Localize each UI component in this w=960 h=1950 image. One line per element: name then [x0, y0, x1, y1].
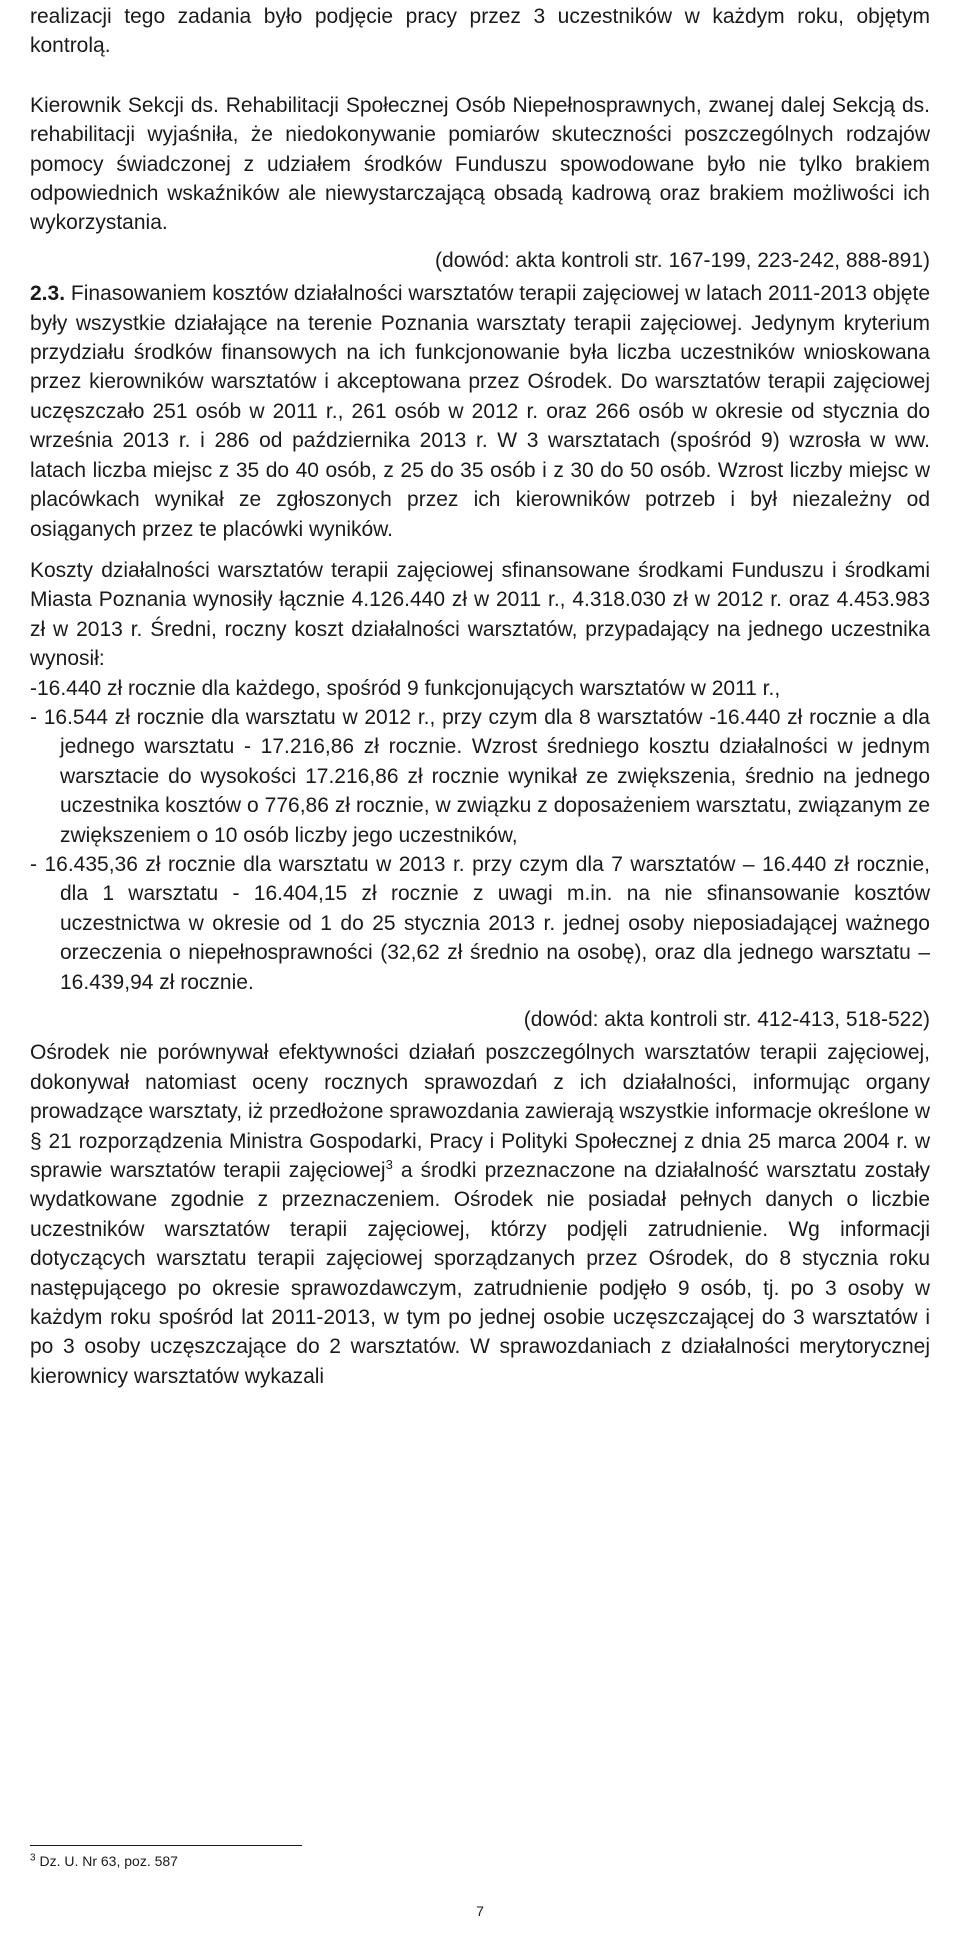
- page-number: 7: [476, 1903, 484, 1919]
- footnote-reference: 3: [385, 1157, 393, 1173]
- evidence-reference-2: (dowód: akta kontroli str. 412-413, 518-522): [523, 1008, 930, 1031]
- footnote-number: 3: [30, 1852, 36, 1864]
- list-item-2012: - 16.544 zł rocznie dla warsztatu w 2012 r., przy czym dla 8 warsztatów -16.440 zł rocznie a dla jednego warsztatu - 17.216,86 zł rocznie. Wzrost średniego kosztu działalności w jednym warsztacie do wysokości 17.216,86 zł rocznie wynikał ze zwiększenia, średnio na jednego uczestnika kosztów o 776,86 zł rocznie, w związku z doposażeniem warsztatu, związanym ze zwiększeniem o 10 osób liczby jego uczestników,: [30, 705, 930, 847]
- footnote-text: Dz. U. Nr 63, poz. 587: [35, 1853, 178, 1869]
- evidence-reference-1: (dowód: akta kontroli str. 167-199, 223-242, 888-891): [435, 248, 930, 272]
- section-number: 2.3.: [30, 282, 66, 306]
- paragraph-1: realizacji tego zadania było podjęcie pracy przez 3 uczestników w każdym roku, objętym kontrolą.: [30, 5, 930, 58]
- paragraph-2: Kierownik Sekcji ds. Rehabilitacji Społecznej Osób Niepełnosprawnych, zwanej dalej Sekcją ds. rehabilitacji wyjaśniła, że niedokonywanie pomiarów skuteczności poszczególnych rodzajów pomocy świadczonej z udziałem środków Funduszu spowodowane było nie tylko brakiem odpowiednich wskaźników ale niewystarczającą obsadą kadrową oraz brakiem możliwości ich wykorzystania.: [30, 93, 930, 235]
- list-item-2013: - 16.435,36 zł rocznie dla warsztatu w 2013 r. przy czym dla 7 warsztatów – 16.440 zł rocznie, dla 1 warsztatu - 16.404,15 zł rocznie z uwagi m.in. na nie sfinansowanie kosztów uczestnictwa w okresie od 1 do 25 stycznia 2013 r. jednej osoby nieposiadającej ważnego orzeczenia o niepełnosprawności (32,62 zł średnio na osobę), oraz dla jednego warsztatu – 16.439,94 zł rocznie.: [30, 852, 930, 994]
- paragraph-3: Finasowaniem kosztów działalności warsztatów terapii zajęciowej w latach 2011-2013 objęte były wszystkie działające na terenie Poznania warsztaty terapii zajęciowej. Jedynym kryterium przydziału środków finansowych na ich funkcjonowanie była liczba uczestników wnioskowana przez kierowników warsztatów i akceptowana przez Ośrodek. Do warsztatów terapii zajęciowej uczęszczało 251 osób w 2011 r., 261 osób w 2012 r. oraz 266 osób w okresie od stycznia do września 2013 r. i 286 od października 2013 r. W 3 warsztatach (spośród 9) wzrosła w ww. latach liczba miejsc z 35 do 40 osób, z 25 do 35 osób i z 30 do 50 osób. Wzrost liczby miejsc w placówkach wynikał ze zgłoszonych przez ich kierowników potrzeb i był niezależny od osiąganych przez te placówki wyników.: [30, 282, 931, 541]
- paragraph-5-part-a: Ośrodek nie porównywał efektywności działań poszczególnych warsztatów terapii zajęciowej, dokonywał natomiast oceny rocznych sprawozdań z ich działalności, informując organy prowadzące warsztaty, iż przedłożone sprawozdania zawierają wszystkie informacje określone w § 21 rozporządzenia Ministra Gospodarki, Pracy i Polityki Społecznej z dnia 25 marca 2004 r. w sprawie warsztatów terapii zajęciowej: [30, 1041, 930, 1183]
- paragraph-5: [30, 1038, 930, 1391]
- paragraph-4: Koszty działalności warsztatów terapii zajęciowej sfinansowane środkami Funduszu i środkami Miasta Poznania wynosiły łącznie 4.126.440 zł w 2011 r., 4.318.030 zł w 2012 r. oraz 4.453.983 zł w 2013 r. Średni, roczny koszt działalności warsztatów, przypadający na jednego uczestnika wynosił:: [30, 558, 930, 671]
- paragraph-5-part-b: a środki przeznaczone na działalność warsztatu zostały wydatkowane zgodnie z przeznaczeniem. Ośrodek nie posiadał pełnych danych o liczbie uczestników warsztatów terapii zajęciowej, którzy podjęli zatrudnienie. Wg informacji dotyczących warsztatu terapii zajęciowej sporządzanych przez Ośrodek, do 8 stycznia roku następującego po okresie sprawozdawczym, zatrudnienie podjęło 9 osób, tj. po 3 osoby w każdym roku spośród lat 2011-2013, w tym po jednej osobie uczęszczającej do 3 warsztatów i po 3 osoby uczęszczające do 2 warsztatów. W sprawozdaniach z działalności merytorycznej kierownicy warsztatów wykazali: [30, 1159, 930, 1388]
- document-body: [30, 2, 930, 1391]
- footnote-separator: [30, 1845, 302, 1846]
- paragraph-section-2-3: [30, 279, 930, 544]
- footnote: [30, 1852, 178, 1870]
- list-item-2011: -16.440 zł rocznie dla każdego, spośród 9 funkcjonujących warsztatów w 2011 r.,: [30, 676, 781, 700]
